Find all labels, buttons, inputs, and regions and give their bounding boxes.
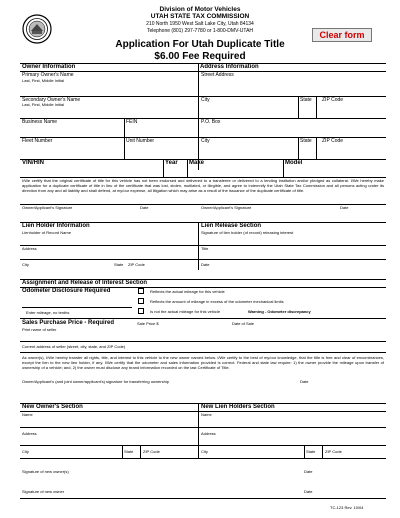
year-field[interactable] <box>165 167 185 177</box>
division-name: Division of Motor Vehicles <box>159 6 241 13</box>
seller-name-field[interactable] <box>22 332 384 341</box>
new-owner-address-label: Address <box>22 431 37 436</box>
odometer-field[interactable] <box>22 296 132 308</box>
year-label: Year <box>165 160 178 166</box>
transfer-signature-label: Owner/Applicant's (and joint owner/applicant's) signature for transferring ownership <box>22 379 169 384</box>
new-lien-address-label: Address <box>201 431 216 436</box>
secondary-owner-label: Secondary Owner's Name <box>22 97 81 103</box>
zip2-field[interactable] <box>318 145 384 158</box>
unit-number-field[interactable] <box>126 145 196 158</box>
new-lien-heading: New Lien Holders Section <box>201 404 275 410</box>
transfer-statement: As owner(s), I/We hereby transfer all rights, title, and interest to this vehicle to the new owner named below. I/We certify to the best of my/our knowledge, that the title is free and clear of encumbrances, except the lien to the new lien holder, if any. I/We certify that the odometer and sales information provided is correct. Federal and state law require: 1) the owner provide the mileage upon transfer of ownership of a vehicle; and, 2) the owner must disclose any brand information recorded on the last Certificate of Title. <box>22 355 384 370</box>
new-owner-date-2-label: Date <box>304 489 313 494</box>
zip2-label: ZIP Code <box>322 138 344 144</box>
state2-label: State <box>300 138 312 144</box>
actual-mileage-text: Reflects the actual mileage for this vehicle <box>150 289 225 294</box>
excess-mileage-checkbox[interactable] <box>138 298 144 304</box>
assignment-heading: Assignment and Release of Interest Section <box>22 280 148 286</box>
lien-state-label: State <box>114 262 124 267</box>
po-box-field[interactable] <box>201 125 384 136</box>
new-owner-city-label: City <box>22 449 29 454</box>
release-title-field[interactable] <box>201 251 384 259</box>
secondary-owner-field[interactable] <box>22 107 196 118</box>
date-1-label: Date <box>140 205 149 210</box>
new-lien-name-field[interactable] <box>201 417 384 427</box>
signature-2-label: Owner/Applicant's Signature <box>201 205 252 210</box>
new-owner-state-label: State <box>124 449 134 454</box>
seller-name-label: Print name of seller <box>22 327 57 332</box>
odometer-sublabel: Enter mileage, no tenths <box>26 310 70 315</box>
state-label: State <box>300 97 312 103</box>
transfer-date-label: Date <box>300 379 309 384</box>
release-signature-label: Signature of lien holder (of record) releasing interest <box>201 230 294 235</box>
date-of-sale-label: Date of Sale <box>232 321 255 326</box>
sale-price-field[interactable] <box>164 319 224 327</box>
business-name-label: Business Name <box>22 119 58 125</box>
new-owner-signature-2-label: Signature of new owner <box>22 489 65 494</box>
zip-label: ZIP Code <box>322 97 344 103</box>
commission-name: UTAH STATE TAX COMMISSION <box>150 13 250 20</box>
make-field[interactable] <box>189 167 281 177</box>
not-actual-mileage-text: Is not the actual mileage for this vehicle <box>150 309 221 314</box>
new-owner-zip-label: ZIP Code <box>143 449 160 454</box>
street-address-field[interactable] <box>201 78 384 96</box>
state-field[interactable] <box>299 103 315 117</box>
agency-telephone: Telephone (801) 297-7780 or 1-800-DMV-UTAH <box>146 28 254 34</box>
vin-field[interactable] <box>22 167 161 177</box>
lienholder-name-label: Lienholder of Record Name <box>22 230 71 235</box>
lien-release-heading: Lien Release Section <box>201 223 262 229</box>
fleet-number-label: Fleet Number <box>22 138 53 144</box>
excess-mileage-text: Reflects the amount of mileage in excess of the odometer mechanical limits <box>150 299 284 304</box>
new-lien-name-label: Name <box>201 412 212 417</box>
new-owner-date-1-label: Date <box>304 469 313 474</box>
model-field[interactable] <box>285 167 384 177</box>
address-section-heading: Address Information <box>200 64 259 70</box>
street-address-label: Street Address <box>201 72 234 78</box>
new-owner-signature-1-field[interactable] <box>22 459 296 468</box>
lien-holder-heading: Lien Holder Information <box>22 223 90 229</box>
page-title: Application For Utah Duplicate Title <box>115 39 285 50</box>
release-title-label: Title <box>201 246 209 251</box>
new-lien-state-label: State <box>306 449 316 454</box>
model-label: Model <box>285 160 303 166</box>
seller-address-field[interactable] <box>128 342 384 351</box>
agency-address: 210 North 1950 West Salt Lake City, Utah 84134 <box>146 21 254 27</box>
new-lien-city-label: City <box>201 449 208 454</box>
certification-text: I/We certify that the original certificate of title for this vehicle has not been endorsed and delivered to a transferee or delivered to a lending institution and/or pledged as collateral. I/We hereby make application for a duplicate certificate of title in lieu of the certificate that was lost, stolen, mutilated, or illegible, and agree to indemnify the Utah State Tax Commission and all persons acting under its direction from any and all liability and shall defend, at my/our expense, all litigation which may arise as a result of the issuance of the duplicate certificate of title. <box>22 178 384 193</box>
sales-price-heading: Sales Purchase Price - Required <box>22 320 115 326</box>
new-owner-name-field[interactable] <box>22 417 196 427</box>
clear-form-button[interactable]: Clear form <box>312 28 372 42</box>
signature-1-label: Owner/Applicant's Signature <box>22 205 73 210</box>
primary-owner-sublabel: Last, First, Middle Initial <box>22 78 65 83</box>
new-owner-signature-2-field[interactable] <box>22 479 296 488</box>
lienholder-name-field[interactable] <box>22 235 196 245</box>
business-name-field[interactable] <box>22 125 122 136</box>
new-owner-heading: New Owner's Section <box>22 404 83 410</box>
new-owner-signature-1-label: Signature of new owner(s) <box>22 469 69 474</box>
fee-notice: $6.00 Fee Required <box>154 51 246 62</box>
seller-address-label: Current address of seller (street, city, state, and ZIP Code) <box>22 344 126 349</box>
form-number: TC-123 Rev. 10/04 <box>330 505 364 510</box>
primary-owner-field[interactable] <box>22 83 196 96</box>
vin-label: VIN/HIN <box>22 160 45 166</box>
lien-zip-label: ZIP Code <box>128 262 145 267</box>
city2-field[interactable] <box>201 145 297 158</box>
odometer-warning: Warning - Odometer discrepancy <box>248 309 311 314</box>
release-date-label: Date <box>201 262 210 267</box>
make-label: Make <box>189 160 205 166</box>
release-signature-field[interactable] <box>201 235 384 245</box>
po-box-label: P.O. Box <box>201 119 221 125</box>
fein-field[interactable] <box>126 125 196 136</box>
sale-price-label: Sale Price $ <box>137 321 159 326</box>
transfer-signature-field[interactable] <box>22 385 292 394</box>
new-lien-address-field[interactable] <box>201 436 384 445</box>
primary-owner-label: Primary Owner's Name <box>22 72 74 78</box>
unit-number-label: Unit Number <box>126 138 155 144</box>
fein-label: FEIN <box>126 119 138 125</box>
date-2-label: Date <box>340 205 349 210</box>
new-owner-address-field[interactable] <box>22 436 196 445</box>
actual-mileage-checkbox[interactable] <box>138 288 144 294</box>
not-actual-mileage-checkbox[interactable] <box>138 308 144 314</box>
odometer-label: Odometer Disclosure Required <box>22 288 111 294</box>
state2-field[interactable] <box>299 145 315 158</box>
new-lien-zip-label: ZIP Code <box>325 449 342 454</box>
city-label: City <box>201 97 210 103</box>
lien-city-label: City <box>22 262 29 267</box>
fleet-number-field[interactable] <box>22 145 122 158</box>
city-field[interactable] <box>201 103 297 117</box>
owner-section-heading: Owner Information <box>22 64 76 70</box>
date-of-sale-field[interactable] <box>260 319 384 327</box>
new-owner-name-label: Name <box>22 412 33 417</box>
city2-label: City <box>201 138 210 144</box>
transfer-date-field[interactable] <box>300 385 384 394</box>
lien-address-field[interactable] <box>22 251 196 259</box>
secondary-owner-sublabel: Last, First, Middle Initial <box>22 102 65 107</box>
zip-field[interactable] <box>318 103 384 117</box>
lien-address-label: Address <box>22 246 37 251</box>
